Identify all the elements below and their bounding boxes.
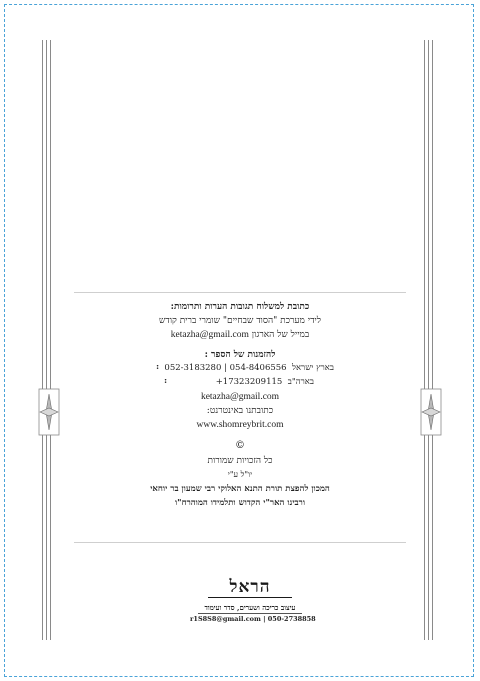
- header-line-2: לידי מערכת "הסוד שבחיים" שומרי ברית קודש: [159, 316, 321, 326]
- copyright-symbol: ©: [235, 440, 245, 451]
- website-label: כתובתנו באינטרנט:: [206, 406, 274, 416]
- publisher-short: יו"ל ע"י: [227, 470, 253, 479]
- left-ornament-icon: [38, 388, 60, 436]
- usa-number: +17323209115: [215, 377, 283, 387]
- designer-contact: r1S8S8@gmail.com | 050-2738858: [190, 615, 316, 623]
- top-divider: [74, 292, 406, 293]
- header-email-label: במייל של הארגון: [251, 330, 310, 340]
- rights-reserved: כל הזכויות שמורות: [207, 456, 273, 466]
- header-line-3: [74, 328, 406, 342]
- israel-phones: [164, 362, 334, 373]
- left-decorative-border: [42, 40, 56, 640]
- usa-phone: [216, 376, 314, 387]
- usa-label: בארה"ב: [287, 377, 314, 387]
- orders-title: להזמנות של הספר :: [204, 350, 276, 360]
- website-url: www.shomreybrit.com: [196, 420, 284, 430]
- right-decorative-border: [424, 40, 438, 640]
- design-credit: עיצוב כריכה ושערים, סדר ועימוד: [204, 603, 296, 612]
- usa-colon: :: [164, 376, 168, 386]
- logo-text: הראל: [229, 577, 271, 597]
- bottom-divider: [74, 542, 406, 543]
- israel-colon: :: [156, 362, 160, 372]
- usa-phone-row: [74, 376, 406, 390]
- designer-logo: [200, 578, 300, 601]
- publisher-line-2: ורבינו האר"י הקדוש ותלמידו המוהרח"ו: [174, 498, 305, 508]
- contact-block: [74, 300, 406, 510]
- header-line-1: כתובת למשלוח תגובות הערות ותרומות:: [170, 302, 310, 312]
- header-email: ketazha@gmail.com: [170, 330, 249, 340]
- publisher-line-1: המכון להפצת תורת התנא האלוקי רבי שמעון בר יוחאי: [150, 484, 330, 494]
- israel-phone-row: [74, 362, 406, 376]
- right-ornament-icon: [420, 388, 442, 436]
- credit-divider: [198, 613, 302, 614]
- orders-email: ketazha@gmail.com: [200, 392, 280, 402]
- israel-label: בארץ ישראל: [291, 363, 334, 373]
- israel-numbers: 052-3183280 | 054-8406556: [164, 363, 287, 373]
- logo-underline: [208, 597, 292, 601]
